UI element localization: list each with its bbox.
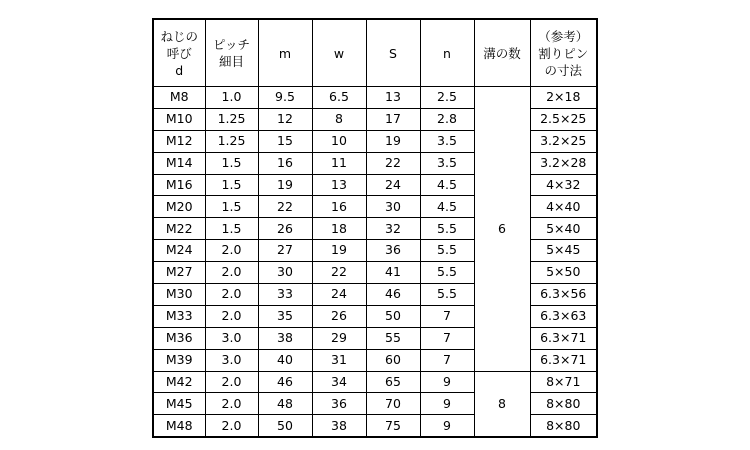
cell-thread-size: M48 — [153, 415, 205, 437]
cell-thread-size: M14 — [153, 152, 205, 174]
header-w — [312, 19, 366, 87]
header-line: の寸法 — [544, 62, 582, 78]
cell-pitch: 3.0 — [205, 349, 258, 371]
cell-m: 9.5 — [258, 87, 312, 109]
cell-thread-size: M24 — [153, 240, 205, 262]
header-pitch — [205, 19, 258, 87]
cell-m: 46 — [258, 371, 312, 393]
cell-groove-count: 8 — [474, 371, 530, 437]
cell-n: 5.5 — [420, 240, 474, 262]
cell-w: 29 — [312, 327, 366, 349]
cell-s: 13 — [366, 87, 420, 109]
header-s — [366, 19, 420, 87]
cell-w: 31 — [312, 349, 366, 371]
cell-s: 24 — [366, 174, 420, 196]
cell-cotter-pin-size: 8×80 — [530, 415, 597, 437]
cell-cotter-pin-size: 8×71 — [530, 371, 597, 393]
cell-s: 46 — [366, 284, 420, 306]
cell-pitch: 1.25 — [205, 108, 258, 130]
cell-pitch: 1.0 — [205, 87, 258, 109]
cell-m: 22 — [258, 196, 312, 218]
cell-n: 2.5 — [420, 87, 474, 109]
cell-n: 3.5 — [420, 130, 474, 152]
header-row — [153, 19, 597, 87]
cell-thread-size: M36 — [153, 327, 205, 349]
table-row — [153, 174, 597, 196]
cell-thread-size: M22 — [153, 218, 205, 240]
cell-s: 75 — [366, 415, 420, 437]
table-row — [153, 262, 597, 284]
cell-n: 4.5 — [420, 196, 474, 218]
nut-dimension-table — [152, 18, 598, 438]
cell-m: 48 — [258, 393, 312, 415]
cell-thread-size: M30 — [153, 284, 205, 306]
cell-n: 9 — [420, 393, 474, 415]
cell-s: 30 — [366, 196, 420, 218]
header-line: ピッチ — [212, 37, 250, 52]
cell-w: 19 — [312, 240, 366, 262]
table-row — [153, 371, 597, 393]
cell-cotter-pin-size: 3.2×25 — [530, 130, 597, 152]
cell-m: 38 — [258, 327, 312, 349]
cell-s: 70 — [366, 393, 420, 415]
cell-cotter-pin-size: 5×45 — [530, 240, 597, 262]
table-row — [153, 218, 597, 240]
cell-w: 38 — [312, 415, 366, 437]
cell-w: 8 — [312, 108, 366, 130]
cell-m: 15 — [258, 130, 312, 152]
table-row — [153, 240, 597, 262]
cell-n: 2.8 — [420, 108, 474, 130]
cell-w: 18 — [312, 218, 366, 240]
cell-w: 22 — [312, 262, 366, 284]
table-row — [153, 152, 597, 174]
table-row — [153, 284, 597, 306]
cell-s: 55 — [366, 327, 420, 349]
cell-m: 33 — [258, 284, 312, 306]
cell-cotter-pin-size: 4×32 — [530, 174, 597, 196]
cell-m: 19 — [258, 174, 312, 196]
table-header — [153, 19, 597, 87]
cell-n: 7 — [420, 327, 474, 349]
table-body — [153, 87, 597, 438]
cell-n: 5.5 — [420, 218, 474, 240]
cell-w: 6.5 — [312, 87, 366, 109]
cell-cotter-pin-size: 5×50 — [530, 262, 597, 284]
cell-cotter-pin-size: 4×40 — [530, 196, 597, 218]
header-line: m — [278, 45, 292, 61]
cell-pitch: 1.5 — [205, 152, 258, 174]
table-row — [153, 305, 597, 327]
header-line: S — [389, 45, 397, 61]
cell-thread-size: M8 — [153, 87, 205, 109]
cell-m: 27 — [258, 240, 312, 262]
table-row — [153, 349, 597, 371]
cell-pitch: 1.5 — [205, 174, 258, 196]
header-line: 割りピン — [538, 45, 589, 61]
cell-s: 36 — [366, 240, 420, 262]
cell-m: 40 — [258, 349, 312, 371]
cell-cotter-pin-size: 6.3×71 — [530, 327, 597, 349]
cell-pitch: 2.0 — [205, 240, 258, 262]
header-line: w — [333, 45, 345, 61]
header-line: 呼び — [166, 45, 192, 61]
cell-n: 9 — [420, 371, 474, 393]
cell-pitch: 1.5 — [205, 196, 258, 218]
cell-n: 3.5 — [420, 152, 474, 174]
cell-cotter-pin-size: 6.3×56 — [530, 284, 597, 306]
cell-cotter-pin-size: 8×80 — [530, 393, 597, 415]
cell-pitch: 2.0 — [205, 305, 258, 327]
header-m — [258, 19, 312, 87]
header-line: 溝の数 — [483, 45, 521, 61]
cell-n: 4.5 — [420, 174, 474, 196]
cell-s: 50 — [366, 305, 420, 327]
cell-w: 13 — [312, 174, 366, 196]
cell-s: 65 — [366, 371, 420, 393]
cell-cotter-pin-size: 2×18 — [530, 87, 597, 109]
cell-pitch: 2.0 — [205, 371, 258, 393]
cell-n: 7 — [420, 305, 474, 327]
cell-n: 5.5 — [420, 262, 474, 284]
header-line: ねじの — [160, 28, 198, 44]
cell-cotter-pin-size: 3.2×28 — [530, 152, 597, 174]
cell-pitch: 2.0 — [205, 284, 258, 306]
cell-s: 60 — [366, 349, 420, 371]
cell-s: 22 — [366, 152, 420, 174]
cell-thread-size: M12 — [153, 130, 205, 152]
cell-m: 12 — [258, 108, 312, 130]
cell-pitch: 2.0 — [205, 262, 258, 284]
cell-m: 26 — [258, 218, 312, 240]
cell-w: 10 — [312, 130, 366, 152]
cell-w: 34 — [312, 371, 366, 393]
table-row — [153, 196, 597, 218]
table-row — [153, 108, 597, 130]
cell-thread-size: M10 — [153, 108, 205, 130]
header-line: n — [443, 45, 451, 61]
cell-thread-size: M27 — [153, 262, 205, 284]
header-line: d — [175, 62, 184, 78]
cell-cotter-pin-size: 6.3×71 — [530, 349, 597, 371]
header-line: （参考） — [538, 28, 589, 44]
cell-s: 19 — [366, 130, 420, 152]
header-cotter-pin-size — [530, 19, 597, 87]
cell-w: 11 — [312, 152, 366, 174]
cell-w: 24 — [312, 284, 366, 306]
header-thread-size — [153, 19, 205, 87]
cell-thread-size: M42 — [153, 371, 205, 393]
cell-pitch: 3.0 — [205, 327, 258, 349]
cell-thread-size: M20 — [153, 196, 205, 218]
cell-m: 35 — [258, 305, 312, 327]
table-row — [153, 415, 597, 437]
cell-s: 32 — [366, 218, 420, 240]
cell-pitch: 1.5 — [205, 218, 258, 240]
table-row — [153, 130, 597, 152]
cell-thread-size: M39 — [153, 349, 205, 371]
header-line: 細目 — [218, 54, 244, 69]
cell-cotter-pin-size: 5×40 — [530, 218, 597, 240]
cell-w: 16 — [312, 196, 366, 218]
cell-pitch: 2.0 — [205, 415, 258, 437]
cell-cotter-pin-size: 2.5×25 — [530, 108, 597, 130]
cell-thread-size: M45 — [153, 393, 205, 415]
cell-thread-size: M16 — [153, 174, 205, 196]
cell-cotter-pin-size: 6.3×63 — [530, 305, 597, 327]
cell-m: 16 — [258, 152, 312, 174]
table-row — [153, 87, 597, 109]
cell-m: 30 — [258, 262, 312, 284]
header-groove-count — [474, 19, 530, 87]
header-n — [420, 19, 474, 87]
table-row — [153, 393, 597, 415]
cell-w: 26 — [312, 305, 366, 327]
cell-n: 9 — [420, 415, 474, 437]
cell-n: 7 — [420, 349, 474, 371]
cell-pitch: 2.0 — [205, 393, 258, 415]
cell-w: 36 — [312, 393, 366, 415]
cell-m: 50 — [258, 415, 312, 437]
cell-s: 41 — [366, 262, 420, 284]
cell-thread-size: M33 — [153, 305, 205, 327]
cell-n: 5.5 — [420, 284, 474, 306]
cell-pitch: 1.25 — [205, 130, 258, 152]
cell-s: 17 — [366, 108, 420, 130]
cell-groove-count: 6 — [474, 87, 530, 372]
table-row — [153, 327, 597, 349]
